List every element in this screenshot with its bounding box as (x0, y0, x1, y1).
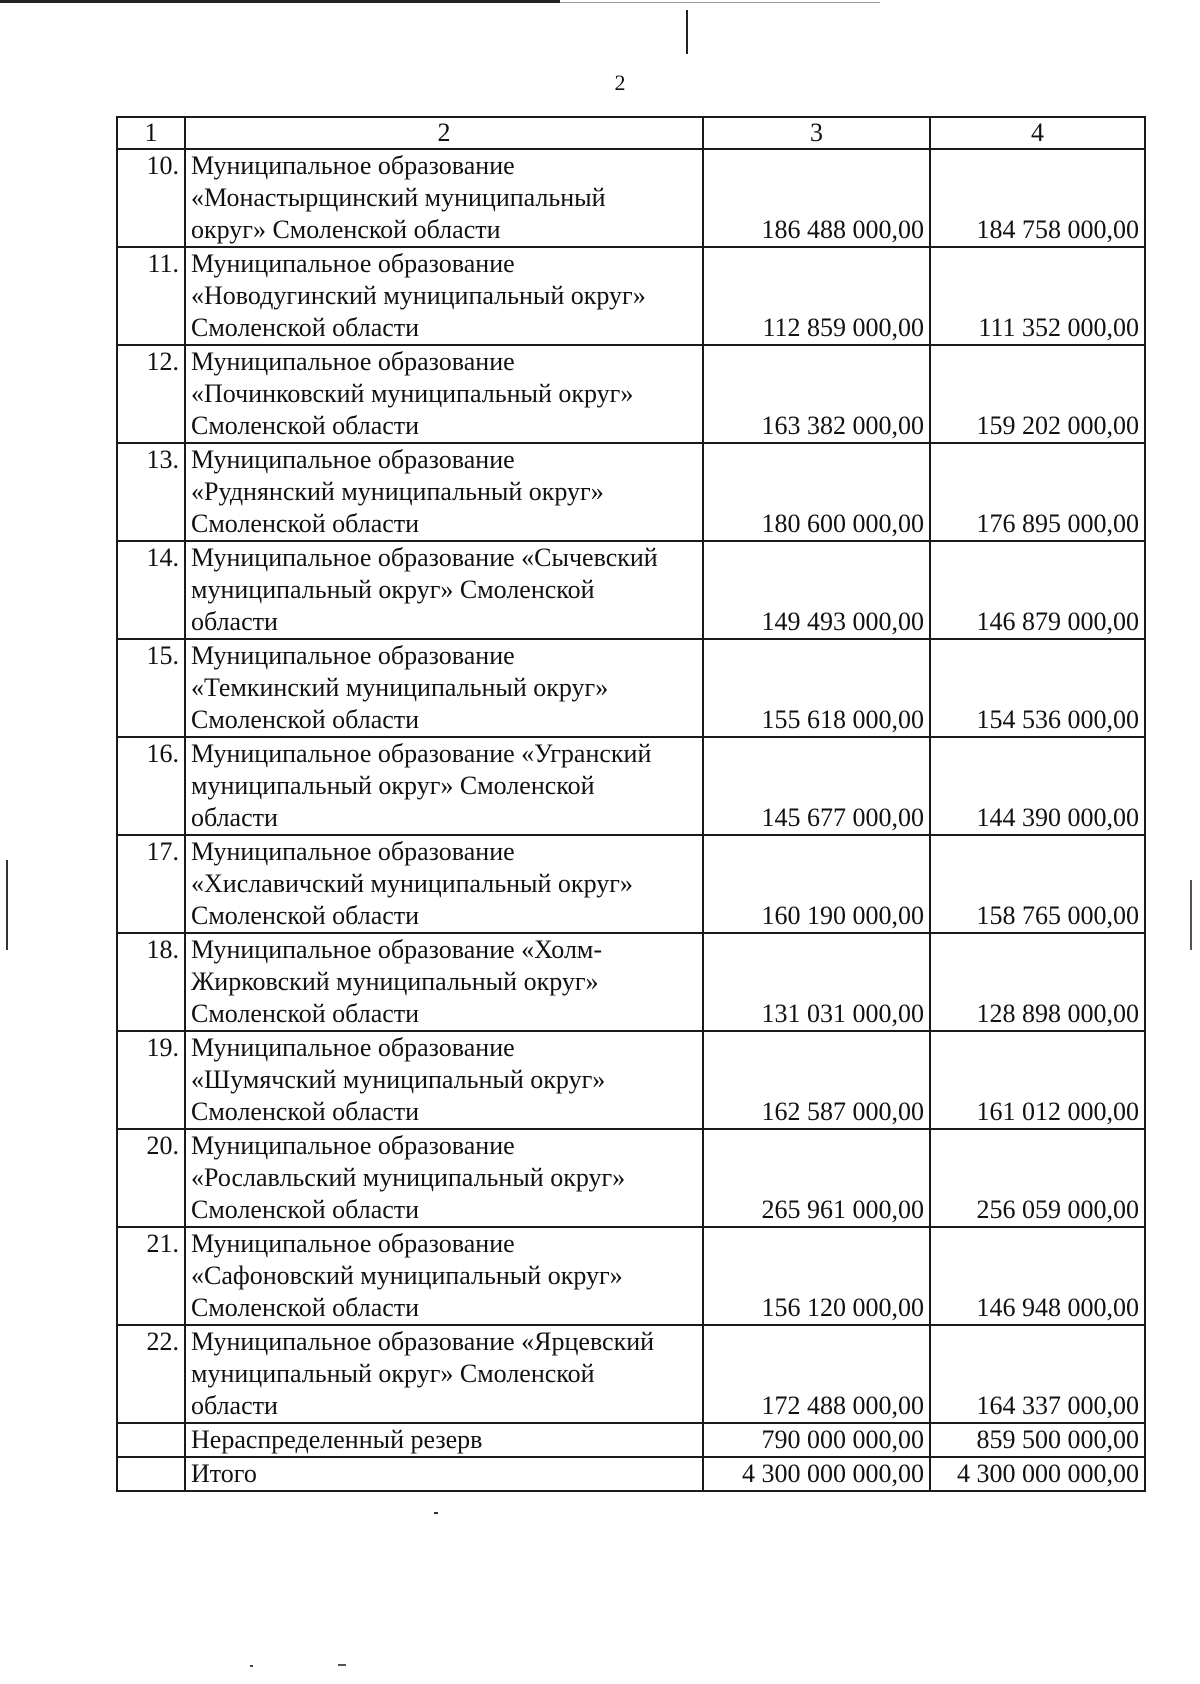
scan-border-top (0, 0, 560, 3)
municipality-name-line: области (191, 1391, 278, 1420)
column-number-3: 3 (703, 117, 930, 149)
table-row (117, 1129, 1145, 1227)
municipality-name-line: «Монастырщинский муниципальный (191, 183, 606, 212)
municipality-name-line: муниципальный округ» Смоленской (191, 575, 595, 604)
municipality-name-line: Смоленской области (191, 509, 420, 538)
total-label: Итого (185, 1457, 703, 1491)
scan-speck (250, 1665, 253, 1667)
row-number: 17. (117, 835, 185, 933)
amount-col3: 145 677 000,00 (703, 737, 930, 835)
amount-col4: 146 948 000,00 (930, 1227, 1145, 1325)
municipality-name-line: Смоленской области (191, 999, 420, 1028)
amount-col4: 154 536 000,00 (930, 639, 1145, 737)
municipality-name (185, 1031, 703, 1129)
scan-speck (338, 1664, 346, 1666)
municipality-name (185, 247, 703, 345)
municipality-name-line: Муниципальное образование (191, 1229, 515, 1258)
scan-border-top-faint (560, 2, 880, 3)
municipality-name (185, 149, 703, 247)
amount-col3: 149 493 000,00 (703, 541, 930, 639)
table-row (117, 247, 1145, 345)
amount-col4: 128 898 000,00 (930, 933, 1145, 1031)
table-row (117, 1325, 1145, 1423)
municipality-name-line: «Шумячский муниципальный округ» (191, 1065, 606, 1094)
amount-col4: 146 879 000,00 (930, 541, 1145, 639)
municipality-name-line: Муниципальное образование (191, 445, 515, 474)
table-row (117, 345, 1145, 443)
amount-col3: 265 961 000,00 (703, 1129, 930, 1227)
scan-edge-mark-right (1190, 880, 1192, 950)
municipality-name-line: Муниципальное образование «Сычевский (191, 543, 658, 572)
municipality-name (185, 443, 703, 541)
row-number: 22. (117, 1325, 185, 1423)
amount-col4: 164 337 000,00 (930, 1325, 1145, 1423)
row-number: 15. (117, 639, 185, 737)
amount-col3: 160 190 000,00 (703, 835, 930, 933)
row-number: 21. (117, 1227, 185, 1325)
municipality-name (185, 541, 703, 639)
municipality-name (185, 835, 703, 933)
municipality-name-line: муниципальный округ» Смоленской (191, 1359, 595, 1388)
municipality-name-line: «Рославльский муниципальный округ» (191, 1163, 626, 1192)
total-amount-col4: 4 300 000 000,00 (930, 1457, 1145, 1491)
row-number: 14. (117, 541, 185, 639)
row-number: 12. (117, 345, 185, 443)
municipality-name-line: Смоленской области (191, 313, 420, 342)
municipality-name-line: Муниципальное образование «Ярцевский (191, 1327, 655, 1356)
amount-col3: 172 488 000,00 (703, 1325, 930, 1423)
municipality-name-line: Муниципальное образование (191, 1033, 515, 1062)
municipality-name-line: Смоленской области (191, 705, 420, 734)
amount-col4: 256 059 000,00 (930, 1129, 1145, 1227)
scan-edge-mark-left (6, 860, 8, 950)
amount-col4: 144 390 000,00 (930, 737, 1145, 835)
municipality-name-line: Муниципальное образование (191, 837, 515, 866)
column-number-row (117, 117, 1145, 149)
column-number-1: 1 (117, 117, 185, 149)
table-row (117, 639, 1145, 737)
reserve-label: Нераспределенный резерв (185, 1423, 703, 1457)
column-number-2: 2 (185, 117, 703, 149)
row-number: 19. (117, 1031, 185, 1129)
municipality-name-line: «Темкинский муниципальный округ» (191, 673, 609, 702)
table-row (117, 1227, 1145, 1325)
municipality-name-line: Смоленской области (191, 1097, 420, 1126)
total-row (117, 1457, 1145, 1491)
municipality-name (185, 737, 703, 835)
row-number: 10. (117, 149, 185, 247)
table-row (117, 933, 1145, 1031)
municipality-name-line: Муниципальное образование (191, 249, 515, 278)
total-amount-col3: 4 300 000 000,00 (703, 1457, 930, 1491)
amount-col4: 159 202 000,00 (930, 345, 1145, 443)
table-row (117, 443, 1145, 541)
municipality-name-line: «Хиславичский муниципальный округ» (191, 869, 633, 898)
row-number: 16. (117, 737, 185, 835)
municipality-name-line: Муниципальное образование (191, 1131, 515, 1160)
municipality-name-line: округ» Смоленской области (191, 215, 501, 244)
table-row (117, 149, 1145, 247)
table-row (117, 541, 1145, 639)
row-number: 13. (117, 443, 185, 541)
municipality-name (185, 1325, 703, 1423)
municipality-name-line: «Починковский муниципальный округ» (191, 379, 634, 408)
amount-col3: 186 488 000,00 (703, 149, 930, 247)
row-number: 18. (117, 933, 185, 1031)
table-row (117, 737, 1145, 835)
total-row-number (117, 1457, 185, 1491)
amount-col3: 163 382 000,00 (703, 345, 930, 443)
municipality-name-line: Муниципальное образование «Холм- (191, 935, 603, 964)
table-row (117, 835, 1145, 933)
municipality-name-line: Муниципальное образование (191, 347, 515, 376)
municipality-name-line: Смоленской области (191, 411, 420, 440)
amount-col3: 131 031 000,00 (703, 933, 930, 1031)
municipality-name-line: Муниципальное образование (191, 641, 515, 670)
amount-col3: 112 859 000,00 (703, 247, 930, 345)
reserve-row-number (117, 1423, 185, 1457)
amount-col4: 176 895 000,00 (930, 443, 1145, 541)
municipality-name-line: Смоленской области (191, 1293, 420, 1322)
municipality-name (185, 933, 703, 1031)
amount-col3: 162 587 000,00 (703, 1031, 930, 1129)
amount-col3: 156 120 000,00 (703, 1227, 930, 1325)
reserve-amount-col4: 859 500 000,00 (930, 1423, 1145, 1457)
municipality-name-line: «Руднянский муниципальный округ» (191, 477, 604, 506)
page-number: 2 (614, 70, 626, 95)
row-number: 20. (117, 1129, 185, 1227)
scan-mark (686, 10, 688, 54)
allocation-table (116, 116, 1146, 1492)
municipality-name-line: области (191, 607, 278, 636)
column-number-4: 4 (930, 117, 1145, 149)
municipality-name-line: «Новодугинский муниципальный округ» (191, 281, 646, 310)
municipality-name-line: Муниципальное образование (191, 151, 515, 180)
amount-col4: 158 765 000,00 (930, 835, 1145, 933)
municipality-name (185, 345, 703, 443)
municipality-name-line: Муниципальное образование «Угранский (191, 739, 652, 768)
municipality-name-line: Смоленской области (191, 901, 420, 930)
municipality-name (185, 639, 703, 737)
municipality-name-line: Жирковский муниципальный округ» (191, 967, 599, 996)
amount-col3: 180 600 000,00 (703, 443, 930, 541)
table-row (117, 1031, 1145, 1129)
municipality-name-line: «Сафоновский муниципальный округ» (191, 1261, 623, 1290)
row-number: 11. (117, 247, 185, 345)
amount-col3: 155 618 000,00 (703, 639, 930, 737)
table-body (117, 117, 1145, 1491)
reserve-amount-col3: 790 000 000,00 (703, 1423, 930, 1457)
amount-col4: 111 352 000,00 (930, 247, 1145, 345)
municipality-name-line: области (191, 803, 278, 832)
reserve-row (117, 1423, 1145, 1457)
amount-col4: 161 012 000,00 (930, 1031, 1145, 1129)
municipality-name-line: Смоленской области (191, 1195, 420, 1224)
municipality-name (185, 1227, 703, 1325)
municipality-name-line: муниципальный округ» Смоленской (191, 771, 595, 800)
municipality-name (185, 1129, 703, 1227)
scan-speck (434, 1512, 438, 1514)
amount-col4: 184 758 000,00 (930, 149, 1145, 247)
